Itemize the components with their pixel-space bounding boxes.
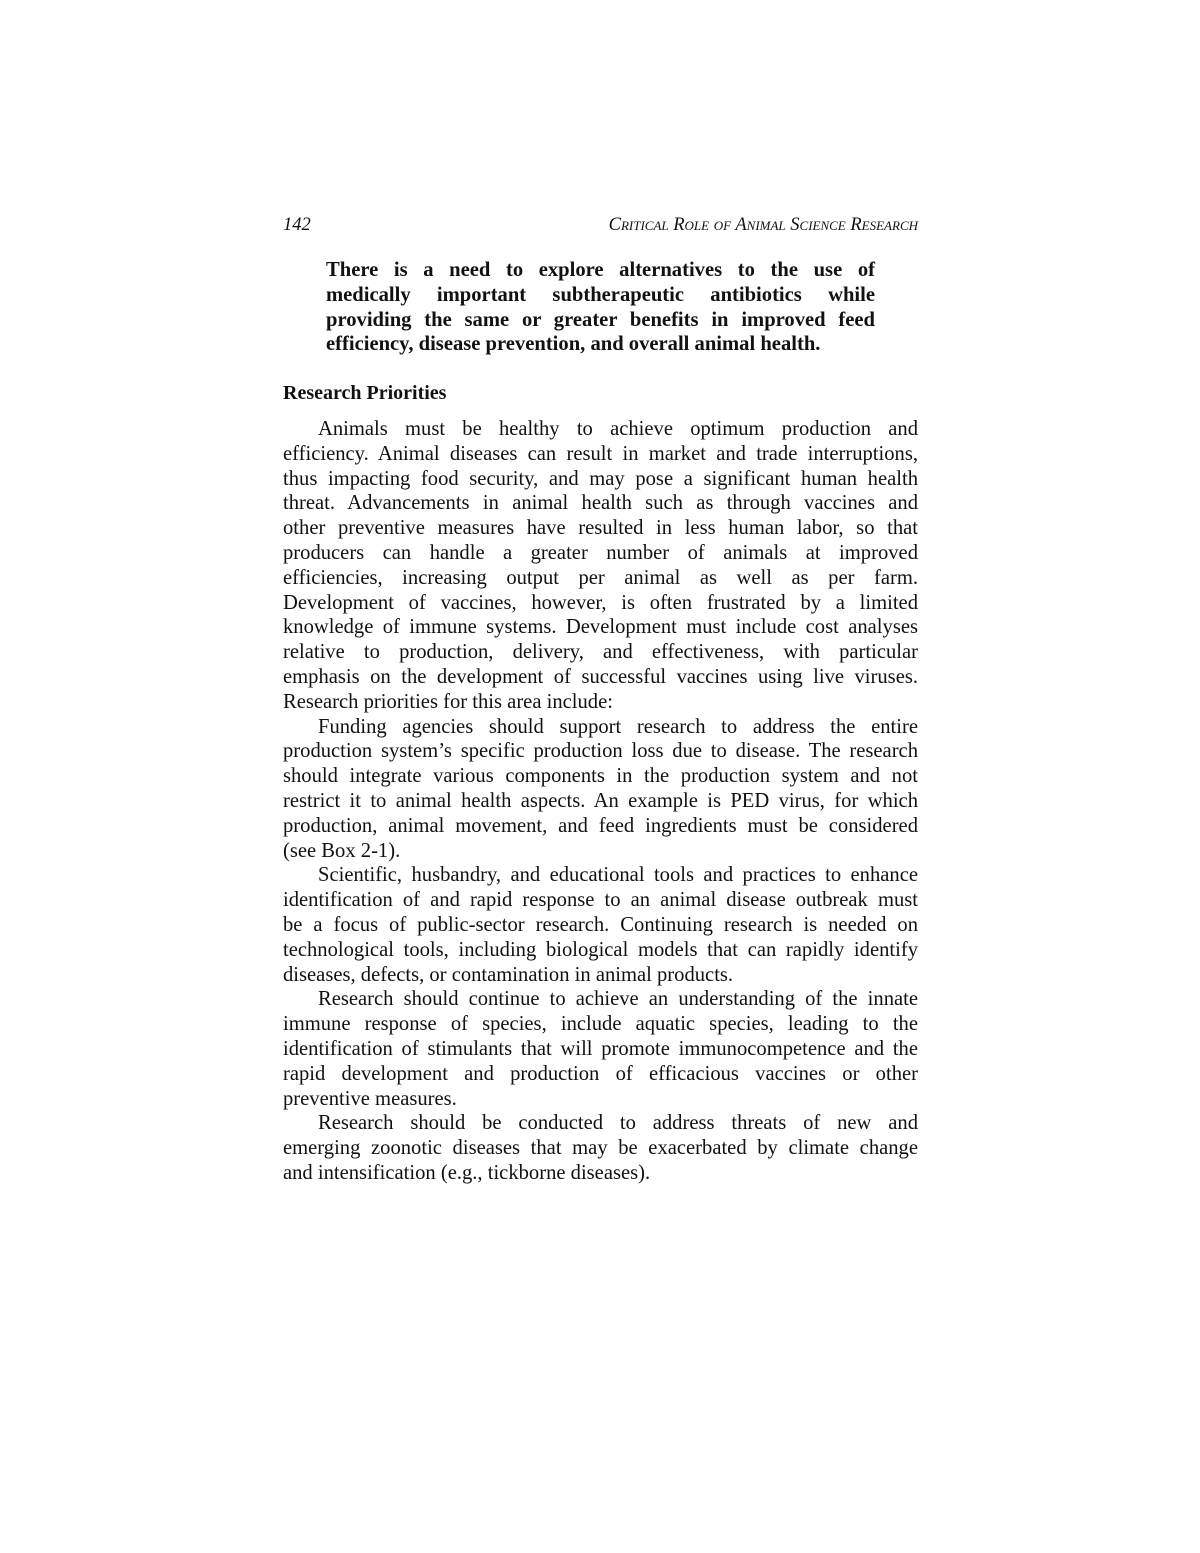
callout-statement: [326, 258, 875, 357]
text-line: thus impacting food security, and may pose a significant human health: [283, 467, 918, 490]
running-header: [283, 212, 918, 238]
text-line: identification of stimulants that will promote immunocompetence and the: [283, 1037, 918, 1060]
callout-line: efficiency, disease prevention, and overall animal health.: [326, 333, 821, 356]
section-heading: Research Priorities: [283, 382, 447, 404]
text-line: emphasis on the development of successful vaccines using live viruses.: [283, 665, 918, 688]
text-line: be a focus of public-sector research. Continuing research is needed on: [283, 913, 918, 936]
text-line: relative to production, delivery, and effectiveness, with particular: [283, 641, 918, 664]
running-title: Critical Role of Animal Science Research: [608, 215, 918, 235]
text-line: (see Box 2-1).: [283, 839, 401, 862]
body-text: [283, 417, 918, 1186]
text-line: Scientific, husbandry, and educational tools and practices to enhance: [318, 864, 918, 887]
callout-line: There is a need to explore alternatives to the use of: [326, 259, 875, 281]
text-line: Funding agencies should support research to address the entire: [318, 715, 918, 738]
text-line: Research should be conducted to address threats of new and: [318, 1112, 918, 1135]
text-line: Research priorities for this area include:: [283, 690, 613, 713]
paragraph-animal-health: [283, 417, 918, 715]
text-line: and intensification (e.g., tickborne diseases).: [283, 1161, 651, 1184]
text-line: knowledge of immune systems. Development must include cost analyses: [283, 616, 918, 639]
text-line: should integrate various components in the production system and not: [283, 765, 918, 788]
text-line: other preventive measures have resulted in less human labor, so that: [283, 517, 918, 540]
text-line: producers can handle a greater number of animals at improved: [283, 541, 918, 564]
text-line: production, animal movement, and feed ingredients must be considered: [283, 814, 918, 837]
text-line: immune response of species, include aquatic species, leading to the: [283, 1013, 918, 1036]
text-line: identification of and rapid response to an animal disease outbreak must: [283, 889, 918, 912]
page-number: 142: [283, 215, 311, 235]
paragraph-innate-immune: [283, 987, 918, 1111]
text-line: efficiencies, increasing output per animal as well as per farm.: [283, 566, 918, 589]
callout-line: providing the same or greater benefits in improved feed: [326, 308, 875, 331]
paragraph-zoonotic-threats: [283, 1111, 918, 1185]
text-line: efficiency. Animal diseases can result in market and trade interruptions,: [283, 442, 918, 465]
text-line: Research should continue to achieve an understanding of the innate: [318, 988, 918, 1011]
paragraph-scientific-tools: [283, 863, 918, 987]
text-line: emerging zoonotic diseases that may be exacerbated by climate change: [283, 1137, 918, 1160]
text-line: restrict it to animal health aspects. An example is PED virus, for which: [283, 789, 918, 812]
text-line: technological tools, including biological models that can rapidly identify: [283, 938, 918, 961]
text-line: production system’s specific production loss due to disease. The research: [283, 740, 918, 763]
text-line: preventive measures.: [283, 1087, 457, 1110]
text-line: threat. Advancements in animal health such as through vaccines and: [283, 492, 918, 515]
callout-line: medically important subtherapeutic antibiotics while: [326, 283, 875, 306]
paragraph-funding-agencies: [283, 715, 918, 864]
text-line: diseases, defects, or contamination in animal products.: [283, 963, 734, 986]
text-line: rapid development and production of efficacious vaccines or other: [283, 1062, 918, 1085]
text-line: Development of vaccines, however, is often frustrated by a limited: [283, 591, 918, 614]
text-line: Animals must be healthy to achieve optimum production and: [318, 418, 918, 440]
